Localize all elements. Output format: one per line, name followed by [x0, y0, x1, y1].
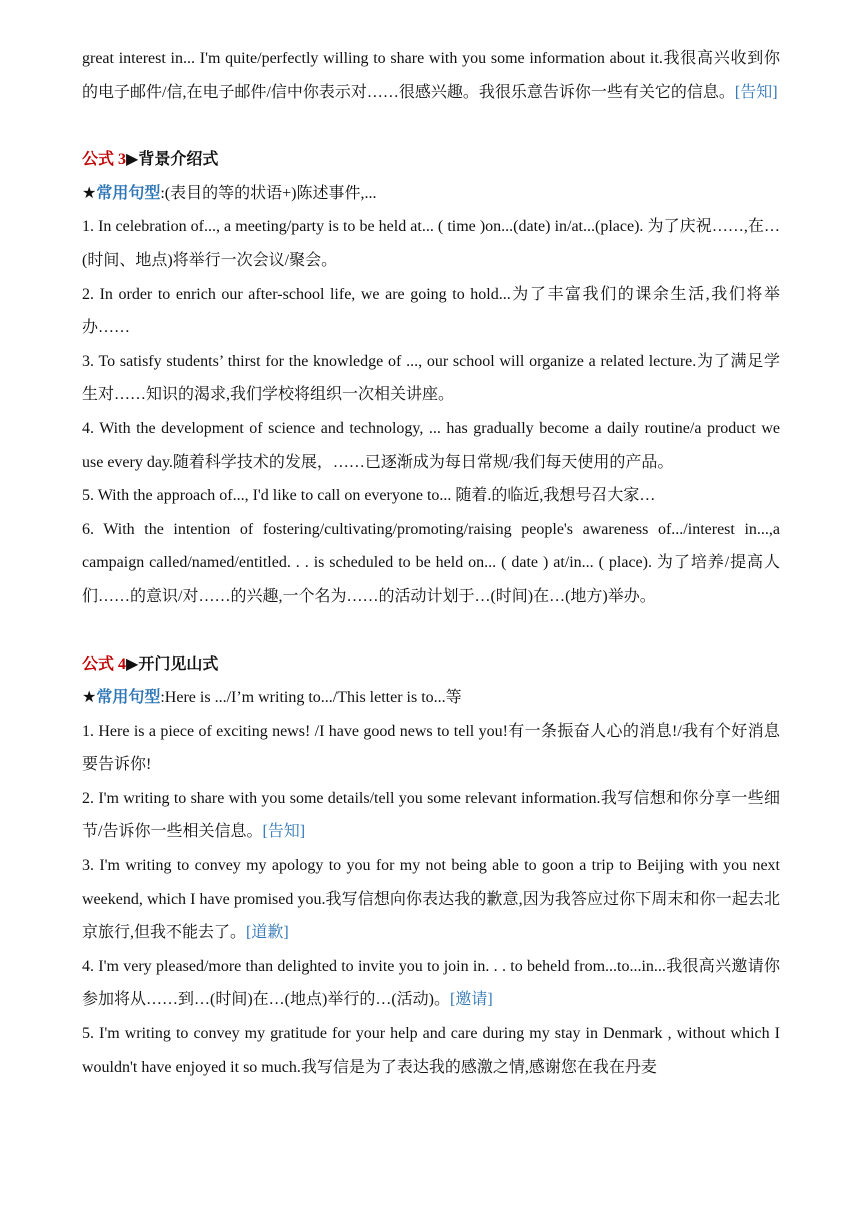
- section-4-item-3-text: 3. I'm writing to convey my apology to you for my not being able to goon a trip to Beijing with you next weekend, which I have promised you.我写信想向你表达我的歉意,因为我答应过你下周末和你一起去北京旅行,但我不能去了。: [82, 857, 780, 942]
- section-3-pattern-text: :(表目的等的状语+)陈述事件,...: [160, 184, 377, 202]
- section-4-pattern-label: 常用句型: [96, 689, 161, 707]
- section-4-item-4-tag: [邀请]: [449, 991, 493, 1009]
- section-4-item-1: [82, 715, 780, 782]
- section-gap: [82, 614, 780, 648]
- section-4-item-1-text: 1. Here is a piece of exciting news! /I have good news to tell you!有一条振奋人心的消息!/我有个好消息要告诉你!: [82, 722, 780, 774]
- section-3-pattern: [82, 177, 780, 211]
- section-4-item-5-text: 5. I'm writing to convey my gratitude for your help and care during my stay in Denmark , without which I wouldn't have enjoyed it so much.我写信是为了表达我的感激之情,感谢您在我在丹麦: [82, 1025, 780, 1076]
- section-4-item-2-text: 2. I'm writing to share with you some details/tell you some relevant information.我写信想和你分享一些细节/告诉你一些相关信息。: [82, 789, 780, 841]
- section-3-item-4: 4. With the development of science and technology, ... has gradually become a daily routine/a product we use every day.随着科学技术的发展，……已逐渐成为每日常规/我们每天使用的产品。: [82, 419, 780, 471]
- section-4-pattern: [82, 681, 780, 715]
- section-4-item-4: [82, 950, 780, 1017]
- section-3-title: 背景介绍式: [138, 151, 219, 169]
- section-3-item-3: 3. To satisfy students’ thirst for the knowledge of ..., our school will organize a related lecture.为了满足学生对……知识的渴求,我们学校将组织一次相关讲座。: [82, 352, 780, 404]
- section-4-formula: 公式 4: [82, 655, 127, 673]
- section-3-pattern-label: 常用句型: [96, 184, 161, 202]
- section-4-item-4-text: 4. I'm very pleased/more than delighted to invite you to join in. . . to beheld from...to...in...我很高兴邀请你参加将从……到…(时间)在…(地点)举行的…(活动)。: [82, 957, 780, 1009]
- triangle-icon: ▶: [126, 151, 139, 169]
- section-4-item-3-tag: [道歉]: [246, 924, 289, 942]
- section-3-item-2: 2. In order to enrich our after-school life, we are going to hold...为了丰富我们的课余生活,我们将举办……: [82, 285, 780, 337]
- section-4-title: 开门见山式: [138, 655, 219, 673]
- section-4-item-3: [82, 849, 780, 950]
- section-4-item-5: [82, 1017, 780, 1084]
- section-gap: [82, 109, 780, 143]
- intro-text: great interest in... I'm quite/perfectly willing to share with you some information about it.我很高兴收到你的电子邮件/信,在电子邮件/信中你表示对……很感兴趣。我很乐意告诉你一些有关它的信息。: [82, 50, 780, 101]
- section-4-item-2-tag: [告知]: [262, 823, 306, 841]
- star-icon: ★: [82, 184, 97, 202]
- document-body: [82, 42, 780, 1084]
- section-4-pattern-text: :Here is .../I’m writing to.../This letter is to...等: [160, 689, 462, 707]
- section-4-item-2: [82, 782, 780, 849]
- section-3-heading: [82, 143, 780, 177]
- section-3-item-5: 5. With the approach of..., I'd like to call on everyone to... 随着.的临近,我想号召大家…: [82, 487, 656, 505]
- section-3-item-1: 1. In celebration of..., a meeting/party is to be held at... ( time )on...(date) in/at...(place). 为了庆祝……,在…(时间、地点)将举行一次会议/聚会。: [82, 218, 780, 269]
- triangle-icon: ▶: [126, 655, 139, 673]
- intro-paragraph: [82, 42, 780, 109]
- intro-tag: [告知]: [734, 83, 778, 101]
- section-3-item-6: 6. With the intention of fostering/cultivating/promoting/raising people's awareness of.../interest in...,a campaign called/named/entitled. . . is scheduled to be held on... ( date ) at/in... ( place). 为了培养/提高人们……的意识/对……的兴趣,一个名为……的活动计划于…(时间)在…(地方)举办。: [82, 520, 780, 605]
- section-4-heading: [82, 648, 780, 682]
- star-icon: ★: [82, 689, 97, 707]
- section-3-formula: 公式 3: [82, 151, 127, 169]
